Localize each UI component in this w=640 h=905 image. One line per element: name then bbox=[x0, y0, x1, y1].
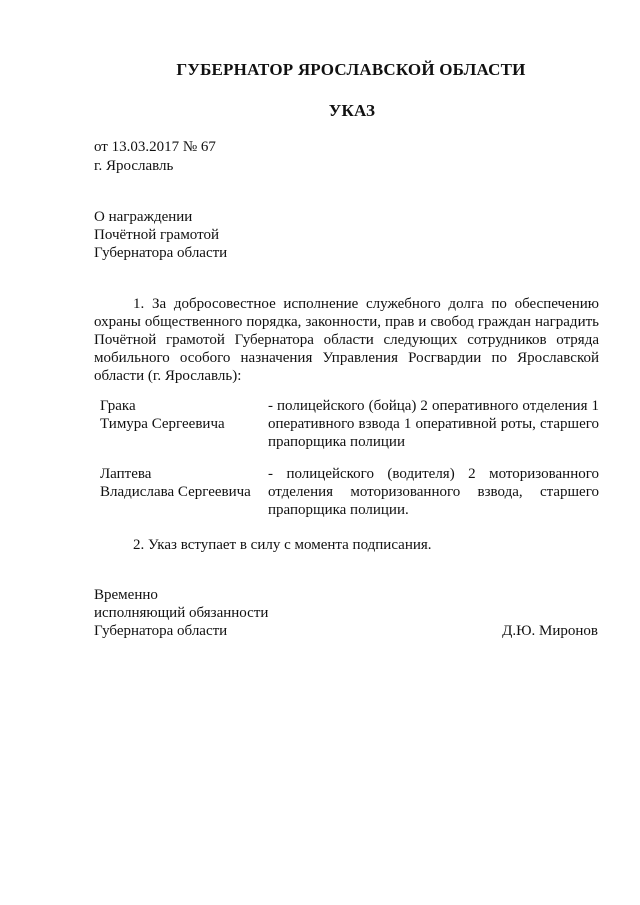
signature-line-1: Временно bbox=[94, 587, 158, 603]
signature-line-3: Губернатора области bbox=[94, 623, 228, 639]
awardee-surname: Грака bbox=[100, 398, 136, 414]
awardee-position: - полицейского (бойца) 2 оперативного отделения 1 оперативного взвода 1 оперативной роты, старшего прапорщика полиции bbox=[268, 398, 599, 450]
subject-line-1: О награждении bbox=[94, 209, 193, 225]
signatory-name: Д.Ю. Миронов bbox=[502, 623, 598, 639]
paragraph-2: 2. Указ вступает в силу с момента подписания. bbox=[133, 537, 432, 553]
document-type: УКАЗ bbox=[328, 101, 376, 120]
awardee-position: - полицейского (водителя) 2 моторизованного отделения моторизованного взвода, старшего прапорщика полиции. bbox=[268, 466, 599, 518]
city: г. Ярославль bbox=[94, 158, 174, 174]
date-number: от 13.03.2017 № 67 bbox=[94, 139, 216, 155]
awardee-given-names: Тимура Сергеевича bbox=[100, 416, 225, 432]
awardee-given-names: Владислава Сергеевича bbox=[100, 484, 251, 500]
paragraph-1: 1. За добросовестное исполнение служебного долга по обеспечению охраны общественного порядка, законности, прав и свобод граждан наградить Почётной грамотой Губернатора области следующих сотрудников отряда мобильного особого назначения Управления Росгвардии по Ярославской области (г. Ярославль): bbox=[94, 296, 599, 384]
subject-line-2: Почётной грамотой bbox=[94, 227, 219, 243]
organization-title: ГУБЕРНАТОР ЯРОСЛАВСКОЙ ОБЛАСТИ bbox=[176, 60, 526, 79]
awardee-surname: Лаптева bbox=[100, 466, 152, 482]
subject-line-3: Губернатора области bbox=[94, 245, 228, 261]
signature-line-2: исполняющий обязанности bbox=[94, 605, 269, 621]
